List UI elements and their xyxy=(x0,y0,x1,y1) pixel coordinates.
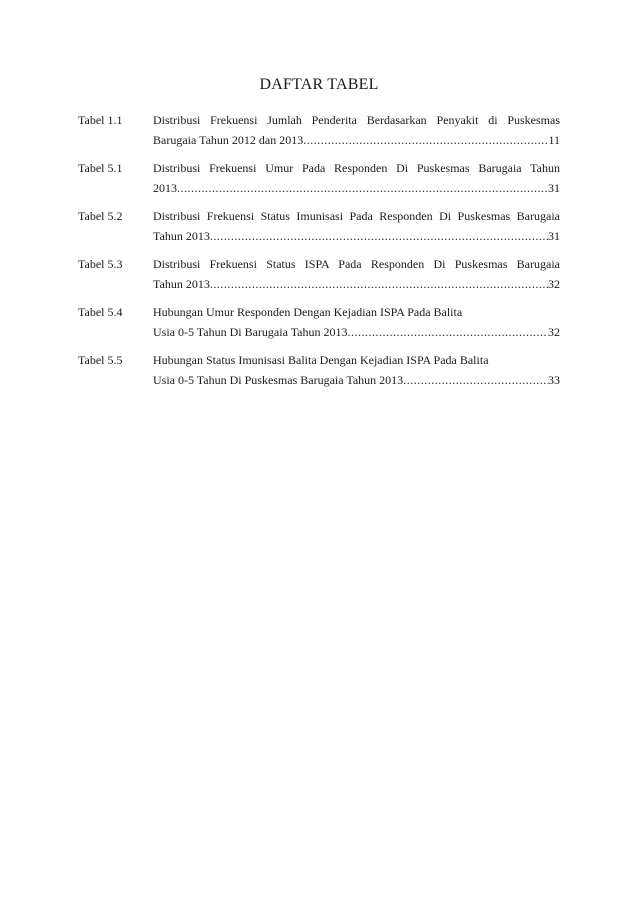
page-number: 11 xyxy=(548,133,560,147)
caption-line-1: Distribusi Frekuensi Jumlah Penderita Berdasarkan Penyakit di Puskesmas xyxy=(153,113,560,127)
page-number: 31 xyxy=(548,229,560,243)
list-item[interactable] xyxy=(78,254,560,294)
dot-leader xyxy=(348,322,548,342)
table-number: Tabel 5.3 xyxy=(78,257,123,271)
page-number: 32 xyxy=(548,277,560,291)
page-number: 31 xyxy=(548,181,560,195)
page-number: 33 xyxy=(548,373,560,387)
dot-leader xyxy=(210,226,548,246)
page-title: DAFTAR TABEL xyxy=(259,76,379,93)
caption-line-2 xyxy=(153,370,560,390)
list-item[interactable] xyxy=(78,110,560,150)
table-number: Tabel 5.1 xyxy=(78,161,123,175)
caption-line-2-text: 2013 xyxy=(153,181,177,195)
list-item[interactable] xyxy=(78,350,560,390)
caption-line-2 xyxy=(153,130,560,150)
list-item[interactable] xyxy=(78,206,560,246)
caption-line-2 xyxy=(153,226,560,246)
dot-leader xyxy=(303,130,548,150)
caption-line-2 xyxy=(153,274,560,294)
caption-line-2-text: Usia 0-5 Tahun Di Barugaia Tahun 2013 xyxy=(153,325,348,339)
caption-line-2 xyxy=(153,322,560,342)
caption-line-1: Hubungan Umur Responden Dengan Kejadian ISPA Pada Balita xyxy=(153,305,463,319)
dot-leader xyxy=(403,370,548,390)
table-caption xyxy=(153,254,560,294)
caption-line-2-text: Barugaia Tahun 2012 dan 2013 xyxy=(153,133,304,147)
list-item[interactable] xyxy=(78,302,560,342)
table-caption xyxy=(153,302,560,342)
table-number: Tabel 5.5 xyxy=(78,353,123,367)
caption-line-1: Hubungan Status Imunisasi Balita Dengan Kejadian ISPA Pada Balita xyxy=(153,353,489,367)
table-list xyxy=(78,110,560,398)
page-number: 32 xyxy=(548,325,560,339)
caption-line-1: Distribusi Frekuensi Status Imunisasi Pada Responden Di Puskesmas Barugaia xyxy=(153,209,560,223)
caption-line-1: Distribusi Frekuensi Umur Pada Responden Di Puskesmas Barugaia Tahun xyxy=(153,161,560,175)
caption-line-2-text: Tahun 2013 xyxy=(153,229,210,243)
dot-leader xyxy=(177,178,548,198)
caption-line-2-text: Tahun 2013 xyxy=(153,277,210,291)
caption-line-2 xyxy=(153,178,560,198)
table-caption xyxy=(153,350,560,390)
table-caption xyxy=(153,110,560,150)
table-caption xyxy=(153,158,560,198)
table-number: Tabel 5.4 xyxy=(78,305,123,319)
table-number: Tabel 1.1 xyxy=(78,113,123,127)
caption-line-1: Distribusi Frekuensi Status ISPA Pada Responden Di Puskesmas Barugaia xyxy=(153,257,560,271)
table-caption xyxy=(153,206,560,246)
list-item[interactable] xyxy=(78,158,560,198)
caption-line-2-text: Usia 0-5 Tahun Di Puskesmas Barugaia Tahun 2013 xyxy=(153,373,404,387)
table-number: Tabel 5.2 xyxy=(78,209,123,223)
dot-leader xyxy=(210,274,548,294)
